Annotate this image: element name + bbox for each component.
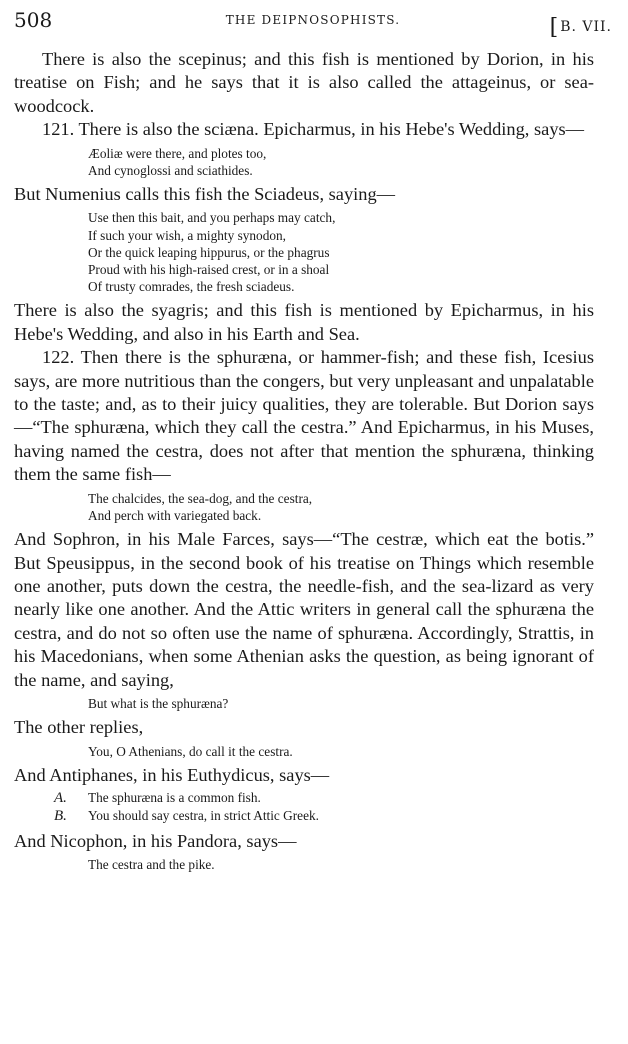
verse-line: Proud with his high-raised crest, or in a shoal bbox=[88, 262, 330, 278]
book-ref-text: B. VII. bbox=[560, 19, 612, 35]
verse-line: The cestra and the pike. bbox=[88, 856, 215, 872]
paragraph: The other replies, bbox=[14, 717, 144, 738]
verse-quote bbox=[88, 490, 594, 524]
book-reference bbox=[549, 12, 612, 40]
running-title: THE DEIPNOSOPHISTS. bbox=[225, 13, 401, 27]
verse-quote bbox=[88, 145, 594, 179]
dialogue-line bbox=[54, 789, 594, 807]
verse-line: But what is the sphuræna? bbox=[88, 695, 229, 711]
verse-quote bbox=[88, 743, 594, 760]
paragraph: And Sophron, in his Male Farces, says—“The cestræ, which eat the botis.” But Speusippus, in the second book of his treatise on Things which resemble one another, puts down the cestra, the needle-fish, and the sea-lizard as very nearly like one another. And the Attic writers in general call the sphuræna the cestra, and do not so often use the name of sphuræna. Accordingly, Strattis, in his Macedonians, when some Athenian asks the question, as being ignorant of the name, and saying, bbox=[14, 529, 594, 690]
verse-quote bbox=[88, 695, 594, 712]
paragraph: There is also the scepinus; and this fish is mentioned by Dorion, in his treatise on Fish; and he says that it is also called the attageinus, or sea-woodcock. bbox=[14, 49, 594, 116]
paragraph: There is also the syagris; and this fish is mentioned by Epicharmus, in his Hebe's Wedding, and also in his Earth and Sea. bbox=[14, 300, 594, 344]
page-header bbox=[14, 8, 612, 40]
verse-line: If such your wish, a mighty synodon, bbox=[88, 227, 286, 243]
dialogue-quote bbox=[54, 789, 594, 825]
page-number: 508 bbox=[14, 8, 53, 32]
verse-line: You, O Athenians, do call it the cestra. bbox=[88, 743, 293, 759]
paragraph: 121. There is also the sciæna. Epicharmus, in his Hebe's Wedding, says— bbox=[42, 119, 585, 140]
dialogue-text: The sphuræna is a common fish. bbox=[88, 790, 261, 806]
verse-line: The chalcides, the sea-dog, and the cestra, bbox=[88, 490, 313, 506]
paragraph: And Antiphanes, in his Euthydicus, says— bbox=[14, 764, 330, 785]
book-bracket: [ bbox=[549, 15, 560, 40]
speaker-label: B. bbox=[54, 808, 67, 825]
verse-line: And perch with variegated back. bbox=[88, 507, 262, 523]
verse-quote bbox=[88, 209, 594, 295]
paragraph: And Nicophon, in his Pandora, says— bbox=[14, 830, 297, 851]
verse-line: Use then this bait, and you perhaps may catch, bbox=[88, 210, 336, 226]
dialogue-line bbox=[54, 807, 594, 825]
verse-line: Æoliæ were there, and plotes too, bbox=[88, 145, 267, 161]
page-body bbox=[14, 48, 594, 877]
verse-line: Or the quick leaping hippurus, or the phagrus bbox=[88, 244, 330, 260]
paragraph: But Numenius calls this fish the Sciadeus, saying— bbox=[14, 184, 396, 205]
verse-line: Of trusty comrades, the fresh sciadeus. bbox=[88, 279, 295, 295]
verse-line: And cynoglossi and sciathides. bbox=[88, 162, 253, 178]
paragraph: 122. Then there is the sphuræna, or hammer-fish; and these fish, Icesius says, are more nutritious than the congers, but very unpleasant and unpalatable to the taste; and, as to their juicy qualities, they are tolerable. But Dorion says—“The sphuræna, which they call the cestra.” And Epicharmus, in his Muses, having named the cestra, does not after that mention the sphuræna, thinking them the same fish— bbox=[14, 347, 594, 485]
verse-quote bbox=[88, 856, 594, 873]
speaker-label: A. bbox=[54, 790, 67, 807]
dialogue-text: You should say cestra, in strict Attic Greek. bbox=[88, 808, 319, 824]
